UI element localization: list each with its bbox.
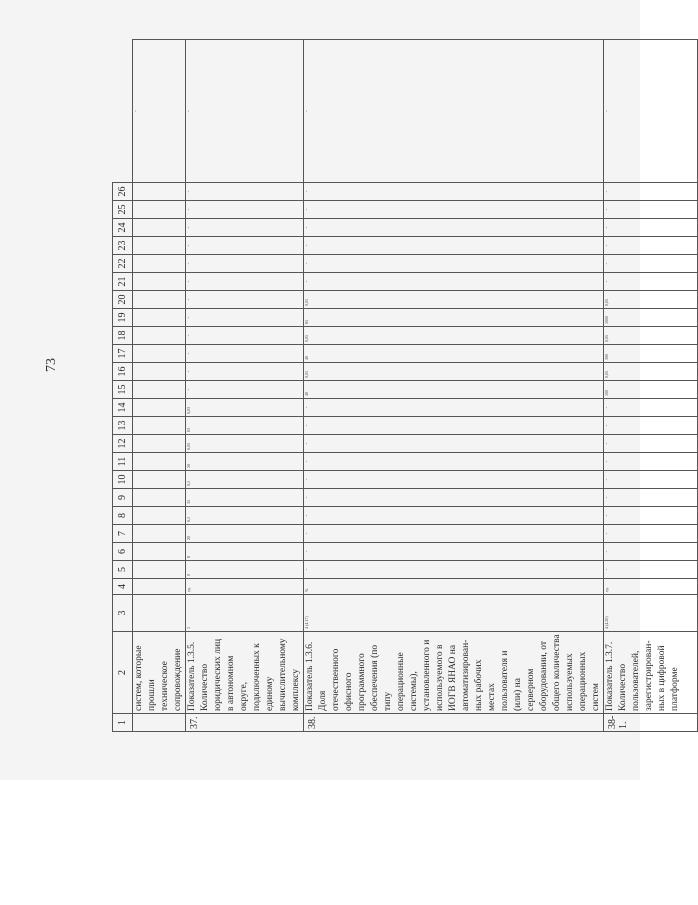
table-cell: -	[304, 471, 604, 489]
table-cell: -	[304, 399, 604, 417]
header-cell: 23	[113, 237, 133, 255]
table-cell: -	[604, 453, 698, 471]
table-cell: -	[186, 273, 304, 291]
table-cell: -	[186, 363, 304, 381]
table-cell: -	[604, 237, 698, 255]
table-cell: -	[304, 255, 604, 273]
row-number: 38.	[304, 714, 604, 732]
table-body	[133, 40, 698, 732]
header-cell: 17	[113, 345, 133, 363]
table-cell: -	[186, 327, 304, 345]
table-cell	[133, 595, 186, 632]
table-cell: 0,05	[604, 363, 698, 381]
table-cell: 35	[186, 489, 304, 507]
indicator-name: Показатель 1.3.7. Количество пользователей, зарегистрирован-ных в цифровой платформе	[604, 632, 698, 714]
header-cell: 20	[113, 291, 133, 309]
table-cell: 4 (4.17)	[304, 595, 604, 632]
table-cell	[133, 237, 186, 255]
table-cell: -	[304, 453, 604, 471]
table-row	[604, 40, 698, 732]
table-cell: 40	[304, 345, 604, 363]
table-cell: -	[304, 273, 604, 291]
table-cell: -	[604, 417, 698, 435]
table-cell: 40	[304, 381, 604, 399]
table-cell: -	[604, 435, 698, 453]
table-cell: 50	[186, 453, 304, 471]
table-cell: -	[304, 417, 604, 435]
header-cell: 3	[113, 595, 133, 632]
table-cell: 0	[186, 561, 304, 579]
header-cell: 15	[113, 381, 133, 399]
table-cell	[133, 561, 186, 579]
table-cell: -	[604, 183, 698, 201]
table-cell: -	[604, 489, 698, 507]
header-cell: 22	[113, 255, 133, 273]
table-cell: -	[186, 201, 304, 219]
header-cell: 6	[113, 543, 133, 561]
row-number: 37.	[186, 714, 304, 732]
table-cell	[133, 471, 186, 489]
table-cell: 0,05	[186, 435, 304, 453]
table-cell: -	[604, 561, 698, 579]
table-cell: 1000	[604, 309, 698, 327]
table-cell: -	[304, 237, 604, 255]
table-cell: -	[604, 219, 698, 237]
table-cell	[133, 381, 186, 399]
table-cell: -	[604, 255, 698, 273]
table-cell: 4 (4.20)	[604, 595, 698, 632]
table-cell	[133, 327, 186, 345]
header-cell: 24	[113, 219, 133, 237]
table-cell: -	[186, 345, 304, 363]
table-cell	[133, 273, 186, 291]
indicator-name: Показатель 1.3.5. Количество юридических лиц в автономном округе, подключенных к единому вычислительному комплексу	[186, 632, 304, 714]
table-cell: -	[604, 471, 698, 489]
table-cell	[133, 345, 186, 363]
table-cell: -	[186, 183, 304, 201]
table-cell: -	[186, 381, 304, 399]
table-cell: -	[304, 525, 604, 543]
header-cell: 19	[113, 309, 133, 327]
table-cell: -	[604, 40, 698, 183]
row-number	[133, 714, 186, 732]
table-cell	[133, 525, 186, 543]
table-cell: -	[304, 489, 604, 507]
table-cell: -	[604, 399, 698, 417]
table-cell: -	[186, 219, 304, 237]
table-cell: -	[304, 219, 604, 237]
table-cell	[133, 435, 186, 453]
table-cell: %	[304, 579, 604, 595]
table-cell: -	[604, 543, 698, 561]
table-row	[186, 40, 304, 732]
table-cell	[133, 453, 186, 471]
table-cell	[133, 363, 186, 381]
table-cell: -	[604, 201, 698, 219]
table-cell	[133, 543, 186, 561]
table-cell: 20	[186, 525, 304, 543]
table-cell: 0,1	[186, 471, 304, 489]
header-cell: 8	[113, 507, 133, 525]
table-cell: 0,05	[304, 291, 604, 309]
table-cell: 0,05	[604, 291, 698, 309]
header-cell: 13	[113, 417, 133, 435]
table-cell	[133, 183, 186, 201]
header-cell: 25	[113, 201, 133, 219]
table-cell: 0,05	[604, 327, 698, 345]
table-cell: -	[186, 291, 304, 309]
table-cell: -	[304, 561, 604, 579]
table-cell: 0,1	[186, 507, 304, 525]
table-cell	[133, 399, 186, 417]
table-cell	[133, 219, 186, 237]
table-cell	[133, 507, 186, 525]
table-cell: -	[304, 435, 604, 453]
table-cell: -	[186, 309, 304, 327]
table-cell	[133, 489, 186, 507]
table-cell: -	[186, 40, 304, 183]
table-cell: 63	[186, 417, 304, 435]
table-cell	[133, 417, 186, 435]
row-number: 38-1.	[604, 714, 698, 732]
table-cell: -	[604, 273, 698, 291]
header-row	[113, 40, 133, 732]
table-cell	[133, 255, 186, 273]
table-cell: -	[304, 507, 604, 525]
header-cell: 12	[113, 435, 133, 453]
header-cell: 18	[113, 327, 133, 345]
header-cell: 26	[113, 183, 133, 201]
header-cell: 5	[113, 561, 133, 579]
header-cell: 7	[113, 525, 133, 543]
table-cell: 100	[604, 381, 698, 399]
table-row	[133, 40, 186, 732]
indicator-table	[112, 39, 698, 732]
table-cell: -	[304, 543, 604, 561]
header-cell: 21	[113, 273, 133, 291]
table-cell	[133, 201, 186, 219]
table-cell: 1	[186, 595, 304, 632]
table-cell: -	[186, 255, 304, 273]
header-cell: 16	[113, 363, 133, 381]
table-cell: ед.	[604, 579, 698, 595]
table-cell: -	[304, 201, 604, 219]
table-cell: 0,03	[186, 399, 304, 417]
table-row	[304, 40, 604, 732]
header-cell: 4	[113, 579, 133, 595]
table-cell	[133, 291, 186, 309]
table-cell: -	[304, 183, 604, 201]
table-cell: 0,05	[304, 363, 604, 381]
header-cell: 2	[113, 632, 133, 714]
table-cell: 0,05	[304, 327, 604, 345]
header-cell: 14	[113, 399, 133, 417]
table-cell: ед.	[186, 579, 304, 595]
table-cell: -	[604, 525, 698, 543]
indicator-name: Показатель 1.3.6. Доля отечественного офисного программного обеспечения (по типу операционные системы), установленного и используемого в ИОГВ ЯНАО на автоматизирован-ных рабочих местах пользователя и (или) на серверном оборудовании, от общего количества используемых операционных систем	[304, 632, 604, 714]
table-cell: -	[186, 237, 304, 255]
header-cell: 10	[113, 471, 133, 489]
table-cell: -	[604, 507, 698, 525]
page-number: 73	[44, 358, 59, 372]
header-cell: 11	[113, 453, 133, 471]
table-cell: 65	[304, 309, 604, 327]
rotated-table-wrapper	[112, 39, 680, 732]
header-cell: 1	[113, 714, 133, 732]
table-cell	[133, 579, 186, 595]
table-cell: -	[304, 40, 604, 183]
indicator-name: систем, которые прошли техническое сопровождение	[133, 632, 186, 714]
table-cell: 300	[604, 345, 698, 363]
table-cell	[133, 309, 186, 327]
table-cell: 8	[186, 543, 304, 561]
header-cell: 9	[113, 489, 133, 507]
table-cell: -	[133, 40, 186, 183]
